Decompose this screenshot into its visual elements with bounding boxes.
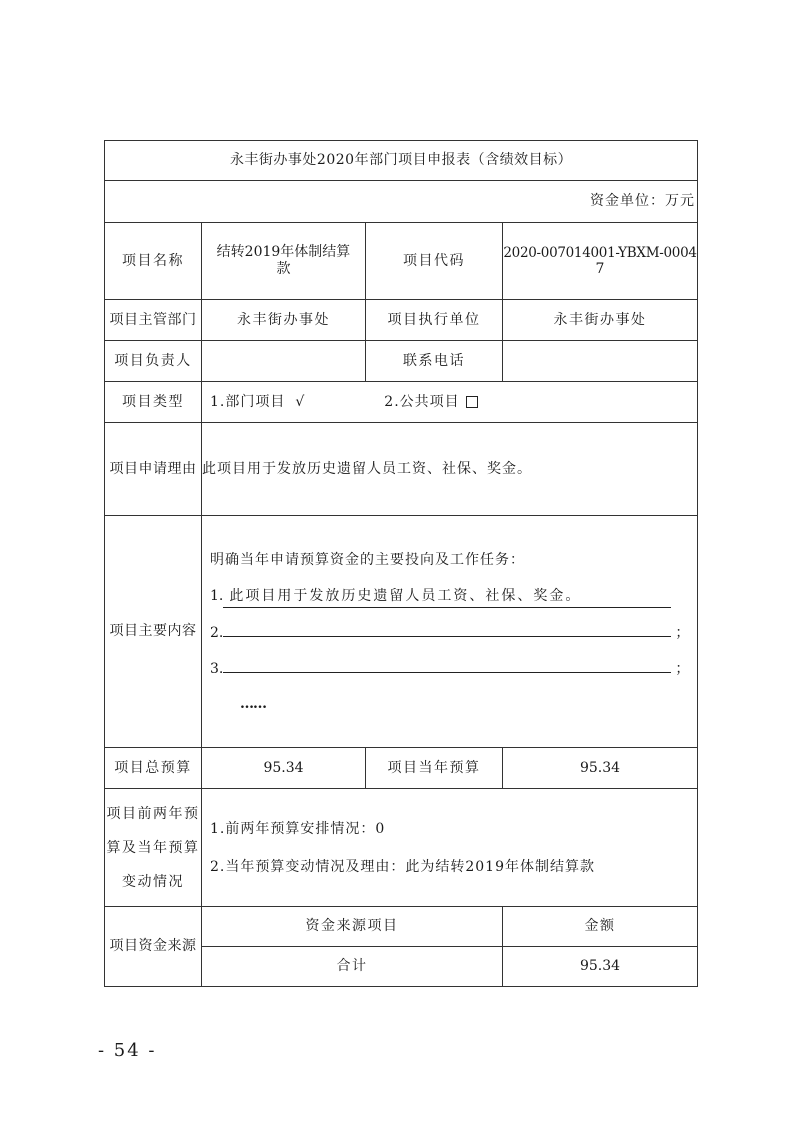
project-application-form	[104, 140, 698, 987]
project-name-label: 项目名称	[105, 223, 202, 300]
empty-checkbox-icon	[466, 396, 478, 408]
total-amount-value: 95.34	[503, 947, 698, 987]
project-name-line1: 结转2019年体制结算	[216, 244, 351, 261]
project-code-line2: 7	[595, 260, 605, 277]
phone-value	[503, 341, 698, 382]
content-intro: 明确当年申请预算资金的主要投向及工作任务：	[210, 551, 525, 568]
content-item-text: 此项目用于发放历史遗留人员工资、社保、奖金。	[223, 585, 671, 608]
content-item-number: 2.	[210, 624, 224, 641]
dept-value: 永丰街办事处	[202, 300, 366, 341]
prev-budget-label	[105, 789, 202, 907]
phone-label: 联系电话	[366, 341, 503, 382]
total-budget-value: 95.34	[202, 748, 366, 789]
leader-value	[202, 341, 366, 382]
page-number: - 54 -	[98, 1040, 157, 1061]
type-option-public: 2.公共项目	[384, 393, 460, 410]
prev-label-line: 项目前两年预	[106, 805, 200, 822]
project-code-line1: 2020-007014001-YBXM-0004	[503, 244, 697, 261]
project-type-options	[202, 382, 698, 423]
content-item-1	[210, 578, 697, 614]
prev-label-line: 变动情况	[122, 873, 184, 890]
fund-source-label: 项目资金来源	[105, 907, 202, 987]
total-budget-label: 项目总预算	[105, 748, 202, 789]
content-item-text	[223, 614, 671, 637]
prev-budget-item-2: 2.当年预算变动情况及理由：此为结转2019年体制结算款	[210, 858, 595, 875]
content-label: 项目主要内容	[105, 516, 202, 748]
content-item-2	[210, 614, 697, 650]
content-item-number: 3.	[210, 660, 224, 677]
content-item-3	[210, 650, 697, 686]
content-more: ……	[240, 695, 266, 712]
project-name-value	[202, 223, 366, 300]
exec-unit-label: 项目执行单位	[366, 300, 503, 341]
reason-label: 项目申请理由	[105, 423, 202, 516]
dept-label: 项目主管部门	[105, 300, 202, 341]
project-type-label: 项目类型	[105, 382, 202, 423]
content-item-suffix: ；	[675, 660, 690, 677]
currency-unit: 资金单位：万元	[105, 181, 698, 223]
year-budget-value: 95.34	[503, 748, 698, 789]
year-budget-label: 项目当年预算	[366, 748, 503, 789]
form-title: 永丰街办事处2020年部门项目申报表（含绩效目标）	[105, 141, 698, 181]
fund-source-col-header: 资金来源项目	[202, 907, 503, 947]
amount-col-header: 金额	[503, 907, 698, 947]
leader-label: 项目负责人	[105, 341, 202, 382]
prev-budget-cell	[202, 789, 698, 907]
prev-budget-item-1: 1.前两年预算安排情况：0	[210, 820, 386, 837]
content-cell	[202, 516, 698, 748]
exec-unit-value: 永丰街办事处	[503, 300, 698, 341]
reason-value: 此项目用于发放历史遗留人员工资、社保、奖金。	[202, 423, 698, 516]
prev-label-line: 算及当年预算	[106, 839, 200, 856]
content-item-suffix: ；	[675, 624, 690, 641]
type-option-dept: 1.部门项目	[210, 393, 286, 410]
project-code-value	[503, 223, 698, 300]
total-label: 合计	[202, 947, 503, 987]
project-name-line2: 款	[276, 261, 291, 277]
content-item-text	[223, 650, 671, 673]
project-code-label: 项目代码	[366, 223, 503, 300]
content-item-number: 1.	[210, 587, 224, 604]
check-mark-icon: √	[295, 393, 305, 410]
